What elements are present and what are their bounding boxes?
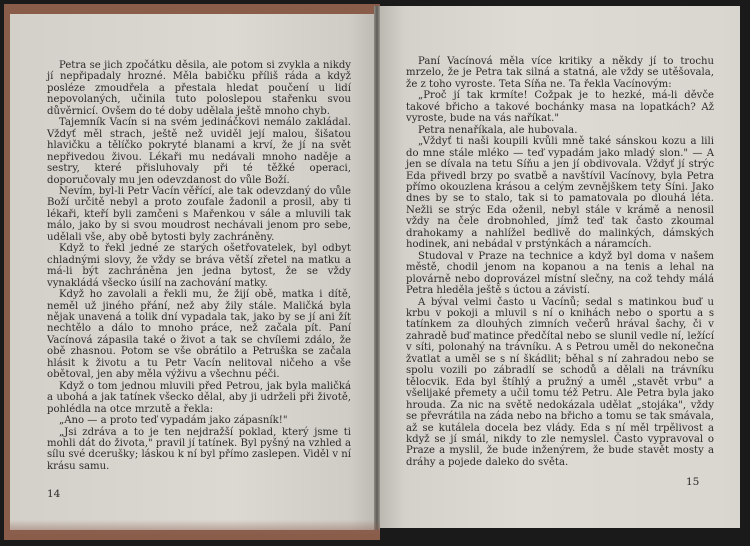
right-paragraph: „Proč jí tak krmíte! Cožpak je to hezké, má-li děvče takové břicho a takové bochánky masa na lopatkách? Až vyroste, bude na vás naříkat." — [406, 90, 714, 125]
right-paragraph: Studoval v Praze na technice a když byl doma v našem městě, chodil jenom na kopanou a na tenis a lehal na plovárně nebo doprovázel místní slečny, na což tehdy málá Petra hleděla ještě s úctou a závistí. — [406, 250, 714, 297]
left-paragraph: Když o tom jednou mluvili před Petrou, jak byla maličká a ubohá a jak tatínek všecko dělal, aby ji udrželi při životě, pohlédla na otce mrzutě a řekla: — [47, 380, 351, 415]
left-paragraph: Když ho zavolali a řekli mu, že žijí obě, matka i dítě, neměl už jiného přání, než aby žily stále. Maličká byla nějak unavená a tolik dní vypadala tak, jako by se jí ani žít nechtělo a dálo to mnoho práce, než začala pít. Paní Vacínová zápasila také o život a tak se chvílemi zdálo, že obě zhasnou. Potom se vše obrátilo a Petruška se začala hlásit k životu a tu Petr Vacín nelitoval ničeho a vše obětoval, jen aby měla výživu a všechnu péči. — [47, 289, 351, 381]
right-paragraph: „Vždyť ti naši koupili kvůli mně také sánskou kozu a lili do mne stále mléko — teď vypadám jako mladý slon." — A jen se dívala na tetu Síňu a jen jí obdivovala. Vždyť jí strýc Eda přivedl brzy po svatbě a navštívil Vacínovy, byla Petra přímo okouzlena krásou a celým zevnějškem tety Síni. Jako dnes by se to stalo, tak si to pamatovala po dlouhá léta. Nežli se strýc Eda oženil, nebyl stále v krámě a nenosil vždy na čele drobnohled, jímž teď tak často zkoumal drahokamy a nahlížel bedlivě do malinkých, dámských hodinek, ani nebádal v prstýnkách a náramcích. — [406, 136, 714, 251]
left-paragraph: Tajemník Vacín si na svém jedináčkovi nemálo zakládal. Vždyť měl strach, ještě než uviděl její malou, šišatou hlavičku a tělíčko pokryté blanami a krví, že jí na svět nepřivedou živou. Lékaři mu nedávali mnoho naděje a sestry, které přisluhovaly při té těžké operaci, doporučovaly mu jen odevzdanost do vůle Boží. — [47, 117, 351, 186]
left-paragraph: „Jsi zdráva a to je ten nejdražší poklad, který jsme ti mohli dát do života," pravil jí tatínek. Byl pyšný na vzhled a sílu své dcerušky; láskou k ní byl přímo zaslepen. Viděl v ní krásu samu. — [47, 426, 351, 472]
left-page — [10, 14, 380, 530]
left-paragraph: Když to řekl jedné ze starých ošetřovatelek, byl odbyt chladnými slovy, že vždy se bráva větší zřetel na matku a má-li být zachráněna jen jedna bytost, že se vždy vynakládá všecko úsilí na zachování matky. — [47, 243, 351, 289]
left-paragraph: Petra se jich zpočátku děsila, ale potom si zvykla a nikdy jí nepřipadaly hrozné. Měla babičku příliš ráda a když posléze zmoudřela a přestala hledat poučení u lidí nepovolaných, učinila tuto poloslepou stařenku svou důvěrnicí. Ovšem do té doby udělala ještě mnoho chyb. — [47, 60, 351, 117]
right-page — [376, 6, 740, 528]
book-gutter — [374, 6, 380, 530]
left-page-text — [47, 60, 351, 472]
page-edge-stain — [10, 520, 380, 534]
right-page-number: 15 — [686, 476, 700, 488]
left-page-number: 14 — [47, 488, 61, 500]
right-page-text — [406, 56, 714, 468]
left-paragraph: Nevím, byl-li Petr Vacín věřící, ale tak odevzdaný do vůle Boží určitě nebyl a proto zoufale žadonil a prosil, aby ti lékaři, kteří byli zamčeni s Mařenkou v sále a mluvili tak málo, jako by si svou moudrost nechávali jenom pro sebe, udělali vše, aby obě bytosti byly zachráněny. — [47, 185, 351, 243]
right-paragraph: A býval velmi často u Vacínů; sedal s matinkou buď u krbu v pokoji a mluvil s ní o knihách nebo o sportu a s tatínkem za dlouhých zimních večerů hrával šachy, či v zahradě buď matince předčítal nebo se slunil vedle ní, ležící v síti, polonahý na trávníku. A s Petrou uměl do nekonečna žvatlat a uměl se s ní škádlit; běhal s ní zahradou nebo se spolu vozili po zábradlí se schodů a dělali na trávníku tělocvik. Eda byl štíhlý a pružný a uměl „stavět vrbu" a všelijaké přemety a učil tomu též Petru. Ale Petra byla jako hrouda. Za nic na světě nedokázala udělat „stojáka", vždy se převrátila na záda nebo na břicho a tomu se tak smávala, až se kutálela docela bez vlády. Eda s ní měl trpělivost a když se jí smál, nikdy to zle nemyslel. Často vypravoval o Praze a myslil, že bude inženýrem, že bude stavět mosty a dráhy a pojede daleko do světa. — [406, 296, 714, 468]
right-paragraph: Paní Vacínová měla více kritiky a někdy jí to trochu mrzelo, že je Petra tak silná a statná, ale vždy se utěšovala, že z toho vyroste. Teta Síňa ne. Ta řekla Vacínovým: — [406, 56, 714, 90]
right-paragraph: Petra nenaříkala, ale hubovala. — [418, 124, 578, 136]
left-paragraph: „Ano — a proto teď vypadám jako zápasník!" — [59, 415, 288, 427]
